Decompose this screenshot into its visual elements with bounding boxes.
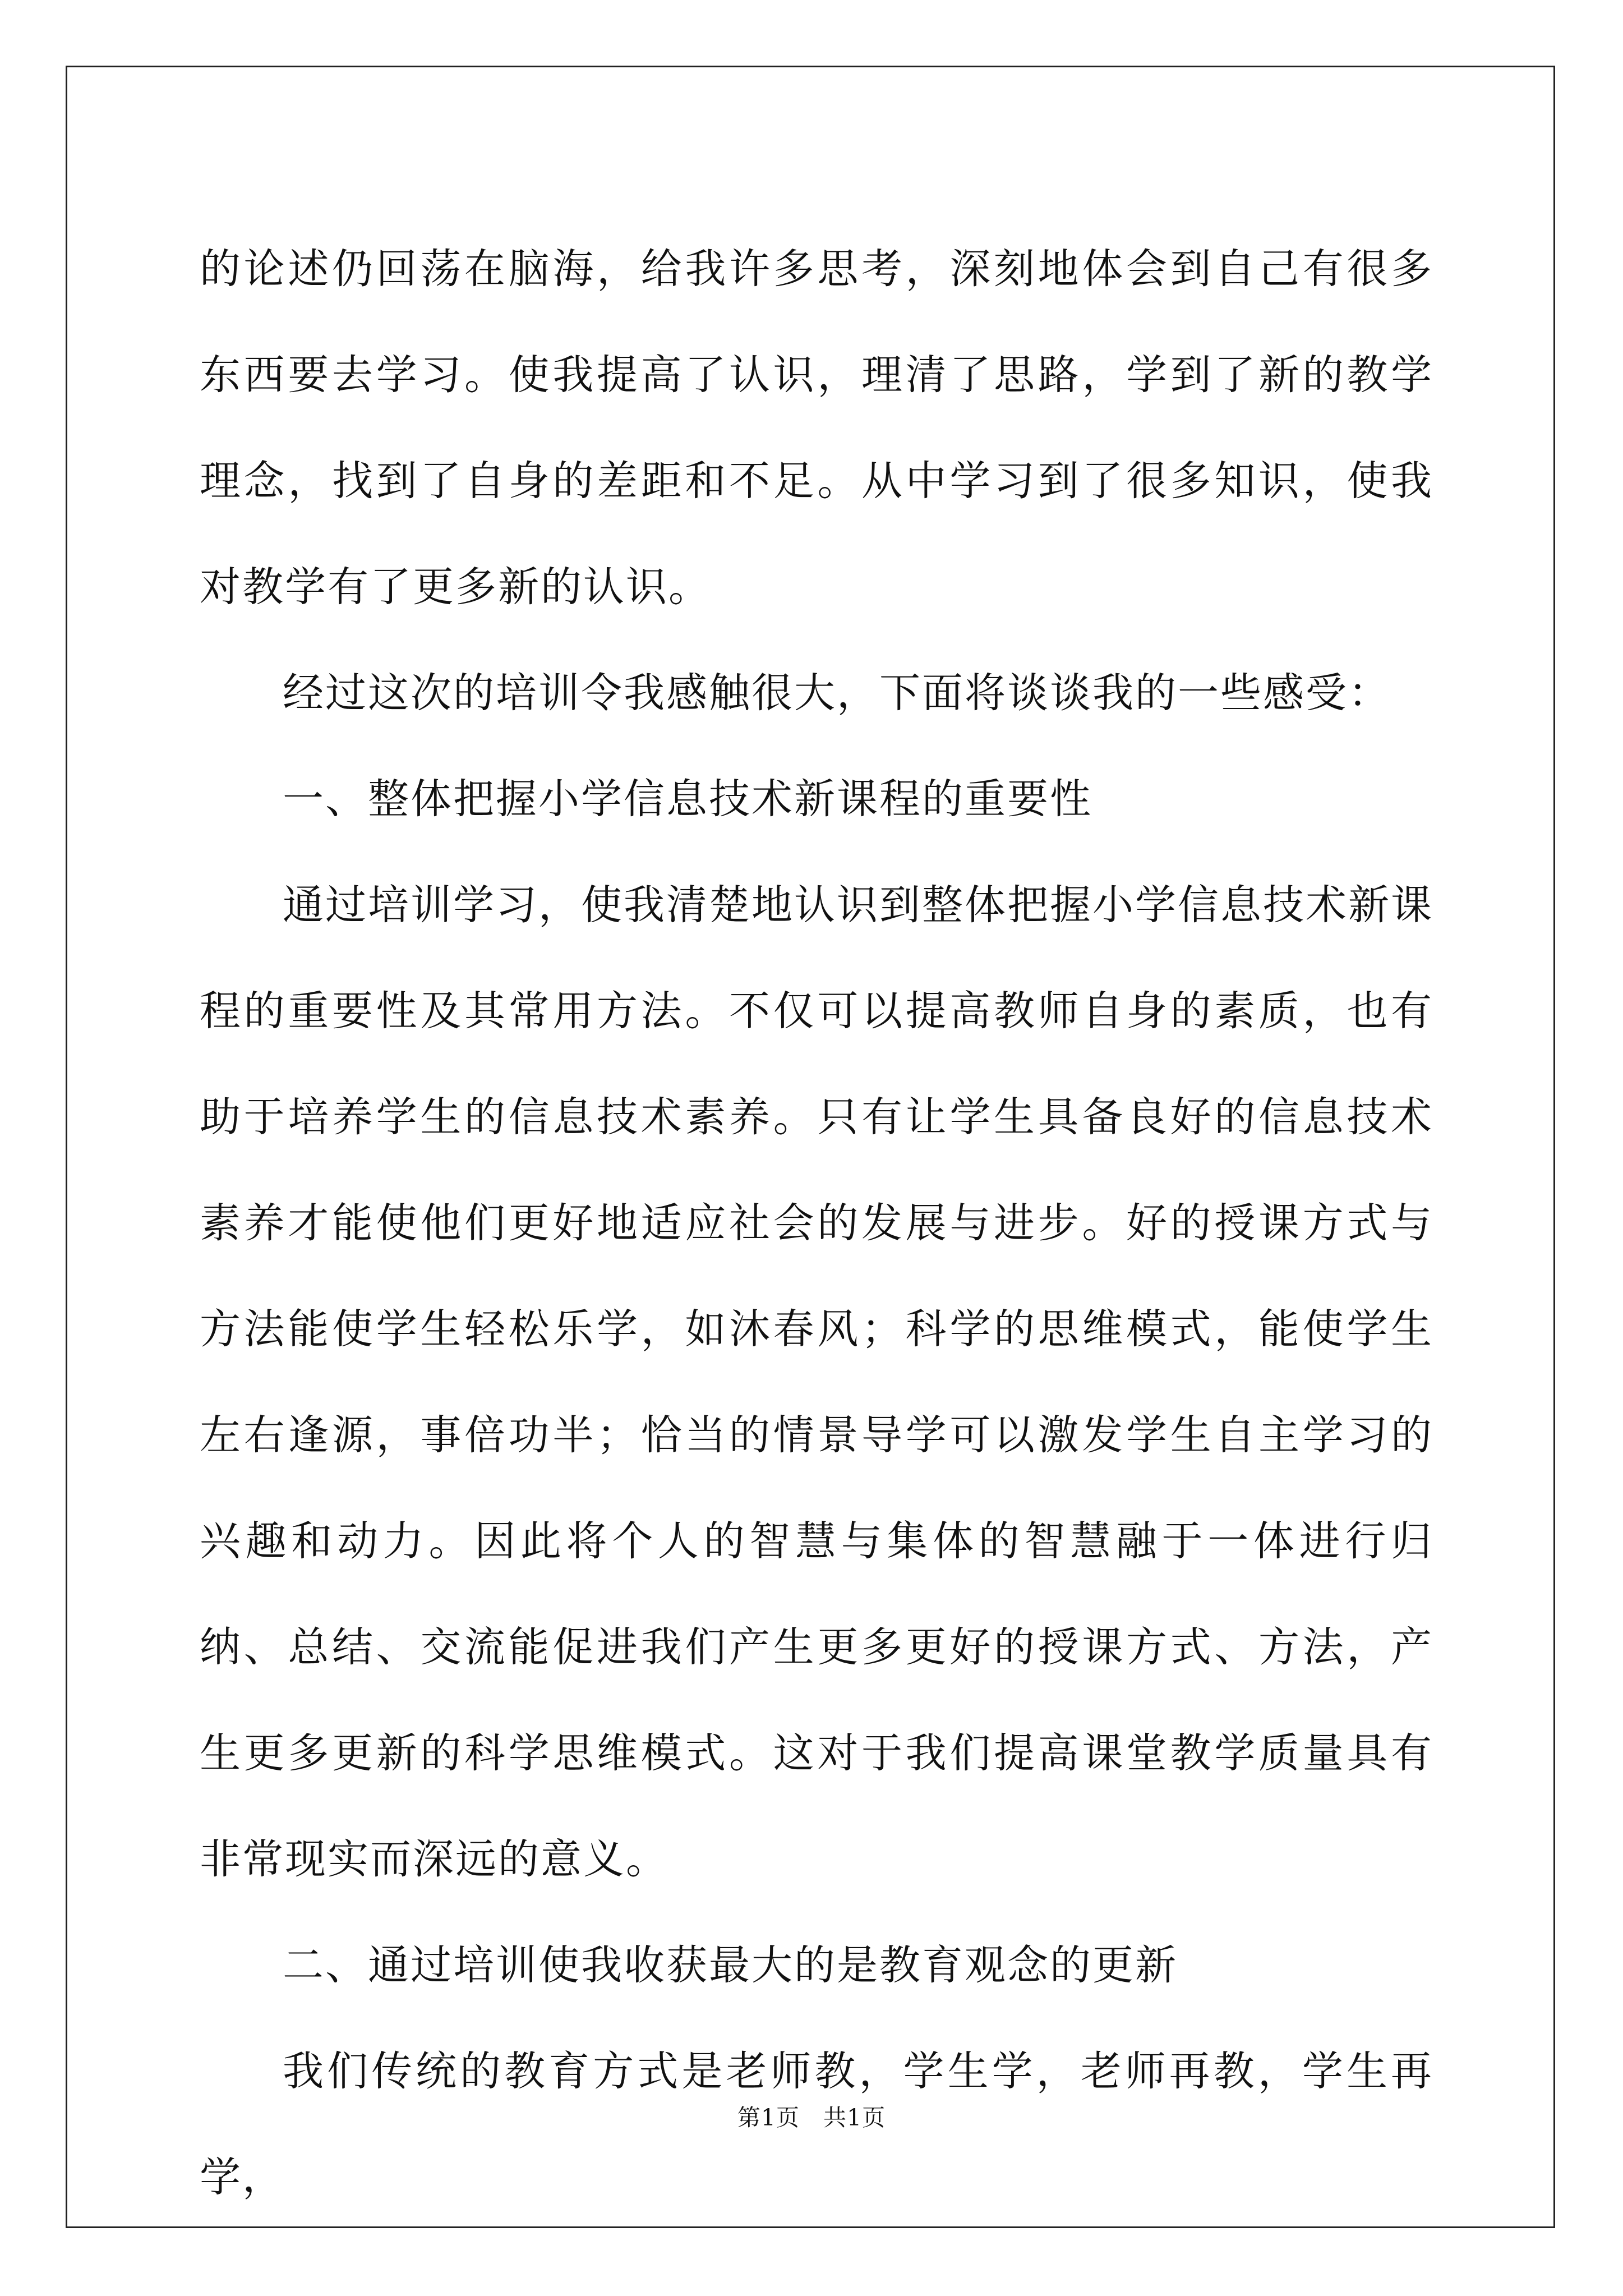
document-body: [200, 216, 1433, 2230]
paragraph-3: 通过培训学习，使我清楚地认识到整体把握小学信息技术新课程的重要性及其常用方法。不仅可以提高教师自身的素质，也有助于培养学生的信息技术素养。只有让学生具备良好的信息技术素养才能使他们更好地适应社会的发展与进步。好的授课方式与方法能使学生轻松乐学，如沐春风；科学的思维模式，能使学生左右逢源，事倍功半；恰当的情景导学可以激发学生自主学习的兴趣和动力。因此将个人的智慧与集体的智慧融于一体进行归纳、总结、交流能促进我们产生更多更好的授课方式、方法，产生更多更新的科学思维模式。这对于我们提高课堂教学质量具有非常现实而深远的意义。: [200, 881, 1433, 1883]
page-footer: 第1页 共1页: [737, 2104, 886, 2131]
paragraph-2: 经过这次的培训令我感触很大，下面将谈谈我的一些感受：: [283, 669, 1391, 717]
paragraph-1: 的论述仍回荡在脑海，给我许多思考，深刻地体会到自己有很多东西要去学习。使我提高了认识，理清了思路，学到了新的教学理念，找到了自身的差距和不足。从中学习到了很多知识，使我对教学有了更多新的认识。: [200, 245, 1433, 611]
section-heading-1: 一、整体把握小学信息技术新课程的重要性: [283, 775, 1092, 823]
paragraph-4: 我们传统的教育方式是老师教，学生学，老师再教，学生再学，: [200, 2047, 1433, 2201]
section-heading-2: 二、通过培训使我收获最大的是教育观念的更新: [283, 1941, 1178, 1989]
